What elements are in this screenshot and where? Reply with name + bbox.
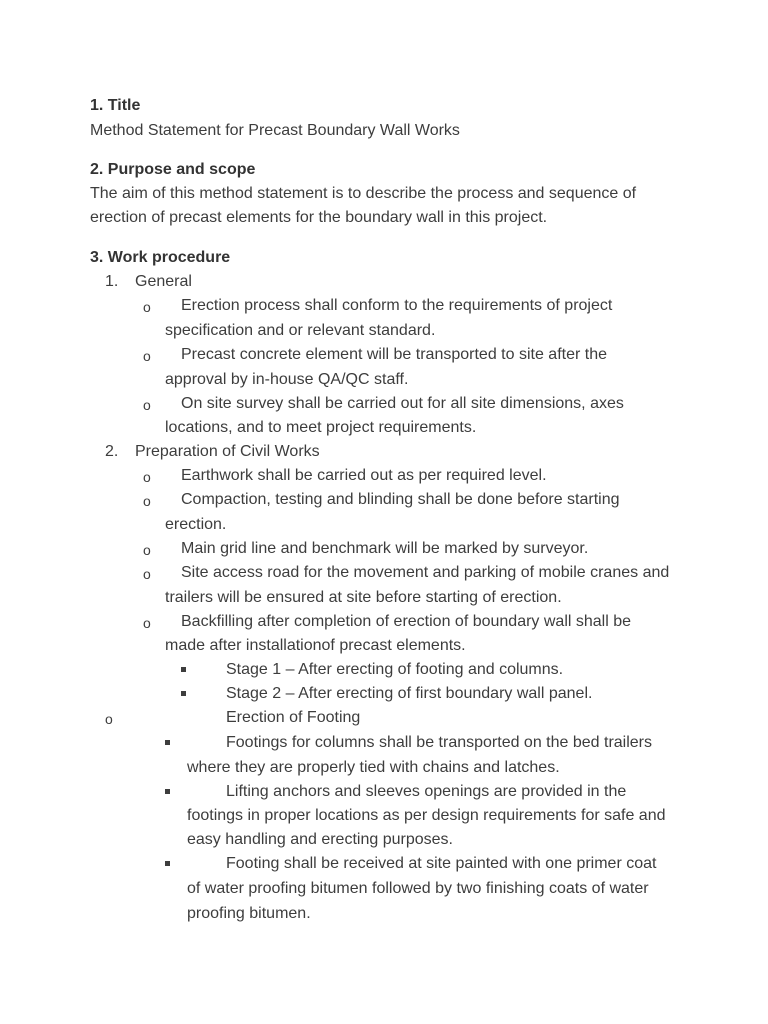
square-bullet (181, 667, 186, 672)
list-item-line: footings in proper locations as per design requirements for safe and (187, 807, 666, 824)
square-bullet (165, 789, 170, 794)
circle-bullet: o (143, 299, 151, 315)
list-item-line: made after installationof precast elements. (165, 637, 466, 654)
circle-bullet: o (143, 615, 151, 631)
purpose-line: The aim of this method statement is to describe the process and sequence of (90, 185, 637, 202)
list-item-line: Main grid line and benchmark will be marked by surveyor. (181, 540, 589, 557)
list-item-line: Erection process shall conform to the requirements of project (181, 297, 613, 314)
circle-bullet: o (143, 542, 151, 558)
section-heading-procedure: 3. Work procedure (90, 249, 231, 266)
circle-bullet: o (143, 469, 151, 485)
list-item-line: Earthwork shall be carried out as per required level. (181, 467, 547, 484)
list-item-line: Compaction, testing and blinding shall be done before starting (181, 491, 620, 508)
list-item-line: of water proofing bitumen followed by two finishing coats of water (187, 880, 649, 897)
circle-bullet: o (105, 711, 113, 727)
list-item-line: proofing bitumen. (187, 905, 311, 922)
circle-bullet: o (143, 348, 151, 364)
list-item-general: General (135, 273, 192, 290)
list-item-line: easy handling and erecting purposes. (187, 831, 453, 848)
list-item-line: erection. (165, 516, 227, 533)
list-item-line: locations, and to meet project requirements. (165, 419, 477, 436)
list-item-line: Backfilling after completion of erection of boundary wall shall be (181, 613, 632, 630)
list-item-line: On site survey shall be carried out for all site dimensions, axes (181, 395, 624, 412)
section-heading-purpose: 2. Purpose and scope (90, 161, 256, 178)
list-item-line: specification and or relevant standard. (165, 322, 436, 339)
stage-item: Stage 1 – After erecting of footing and columns. (226, 661, 564, 678)
purpose-line: erection of precast elements for the boundary wall in this project. (90, 209, 548, 226)
list-item-line: Precast concrete element will be transported to site after the (181, 346, 607, 363)
square-bullet (181, 691, 186, 696)
circle-bullet: o (143, 566, 151, 582)
list-number: 2. (105, 443, 119, 460)
list-item-line: Footings for columns shall be transported on the bed trailers (226, 734, 653, 751)
list-item-line: trailers will be ensured at site before starting of erection. (165, 589, 562, 606)
square-bullet (165, 740, 170, 745)
list-item-civil-works: Preparation of Civil Works (135, 443, 320, 460)
list-item-erection-of-footing: Erection of Footing (226, 709, 361, 726)
section-heading-title: 1. Title (90, 97, 141, 114)
list-item-line: Site access road for the movement and parking of mobile cranes and (181, 564, 670, 581)
stage-item: Stage 2 – After erecting of first boundary wall panel. (226, 685, 593, 702)
square-bullet (165, 861, 170, 866)
list-item-line: approval by in-house QA/QC staff. (165, 371, 409, 388)
title-text: Method Statement for Precast Boundary Wall Works (90, 122, 460, 139)
list-item-line: Lifting anchors and sleeves openings are provided in the (226, 783, 627, 800)
list-item-line: Footing shall be received at site painted with one primer coat (226, 855, 657, 872)
circle-bullet: o (143, 493, 151, 509)
list-number: 1. (105, 273, 119, 290)
list-item-line: where they are properly tied with chains and latches. (187, 759, 560, 776)
circle-bullet: o (143, 397, 151, 413)
